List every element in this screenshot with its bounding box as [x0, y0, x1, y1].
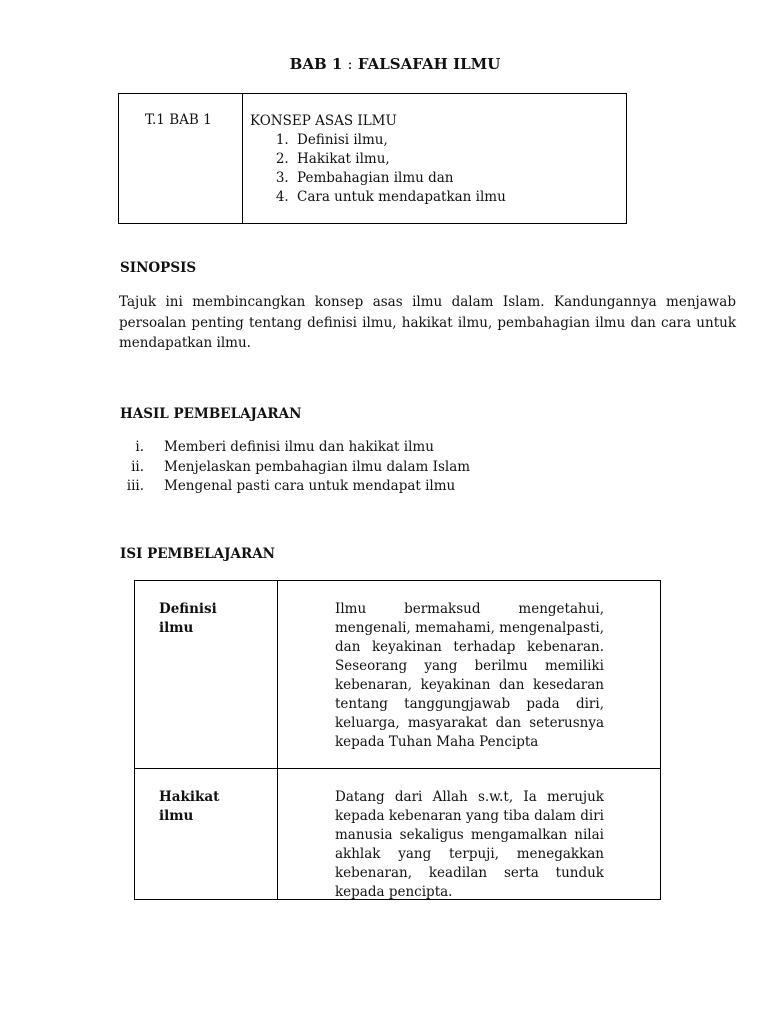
chapter-label: BAB 1 — [289, 55, 343, 73]
table-row-term — [159, 600, 249, 638]
sinopsis-heading: SINOPSIS — [120, 260, 197, 276]
hasil-list — [120, 438, 470, 497]
title-separator: : — [347, 55, 353, 73]
table-row-divider — [135, 768, 660, 769]
table-row-description: Ilmu bermaksud mengetahui, mengenali, memahami, mengenalpasti, dan keyakinan terhadap kebenaran. Seseorang yang berilmu memiliki kebenaran, keyakinan dan kesedaran tentang tanggungjawab pada diri, keluarga, masyarakat dan seterusnya kepada Tuhan Maha Pencipta — [335, 601, 604, 750]
chapter-name: FALSAFAH ILMU — [357, 55, 501, 73]
isi-heading: ISI PEMBELAJARAN — [120, 546, 276, 562]
sinopsis-text: Tajuk ini membincangkan konsep asas ilmu dalam Islam. Kandungannya menjawab persoalan penting tentang definisi ilmu, hakikat ilmu, pembahagian ilmu dan cara untuk mendapatkan ilmu. — [119, 294, 736, 351]
table-column-divider — [277, 581, 278, 899]
topic-list-item: 3. Pembahagian ilmu dan — [293, 169, 506, 188]
list-item-number: iii. — [126, 478, 144, 494]
term-line: ilmu — [159, 620, 194, 636]
list-item-text: Memberi definisi ilmu dan hakikat ilmu — [164, 439, 434, 455]
term-line: Hakikat — [159, 789, 220, 805]
topic-list-item: 4. Cara untuk mendapatkan ilmu — [293, 188, 506, 207]
list-item-number: ii. — [131, 458, 144, 475]
table-row-term — [159, 788, 249, 826]
topic-concept — [250, 112, 506, 207]
topic-list — [250, 131, 506, 207]
list-item-text: Menjelaskan pembahagian ilmu dalam Islam — [164, 458, 471, 475]
topic-box-divider — [242, 94, 243, 223]
topic-list-item: 2. Hakikat ilmu, — [293, 150, 506, 169]
topic-heading: KONSEP ASAS ILMU — [250, 113, 397, 129]
term-line: Definisi — [159, 601, 217, 617]
term-line: ilmu — [159, 808, 194, 824]
list-item-text: Mengenal pasti cara untuk mendapat ilmu — [164, 478, 456, 494]
list-item-number: i. — [135, 439, 144, 455]
topic-code: T.1 BAB 1 — [145, 112, 212, 128]
list-item — [120, 458, 470, 478]
content-table — [134, 580, 661, 900]
page-title — [0, 55, 768, 73]
list-item — [120, 477, 470, 497]
topic-list-item: 1. Definisi ilmu, — [293, 131, 506, 150]
list-item — [120, 438, 470, 458]
topic-box — [118, 93, 627, 224]
table-row-description: Datang dari Allah s.w.t, Ia merujuk kepada kebenaran yang tiba dalam diri manusia sekaligus mengamalkan nilai akhlak yang terpuji, menegakkan kebenaran, keadilan serta tunduk kepada pencipta. — [335, 789, 604, 900]
hasil-heading: HASIL PEMBELAJARAN — [120, 406, 302, 422]
